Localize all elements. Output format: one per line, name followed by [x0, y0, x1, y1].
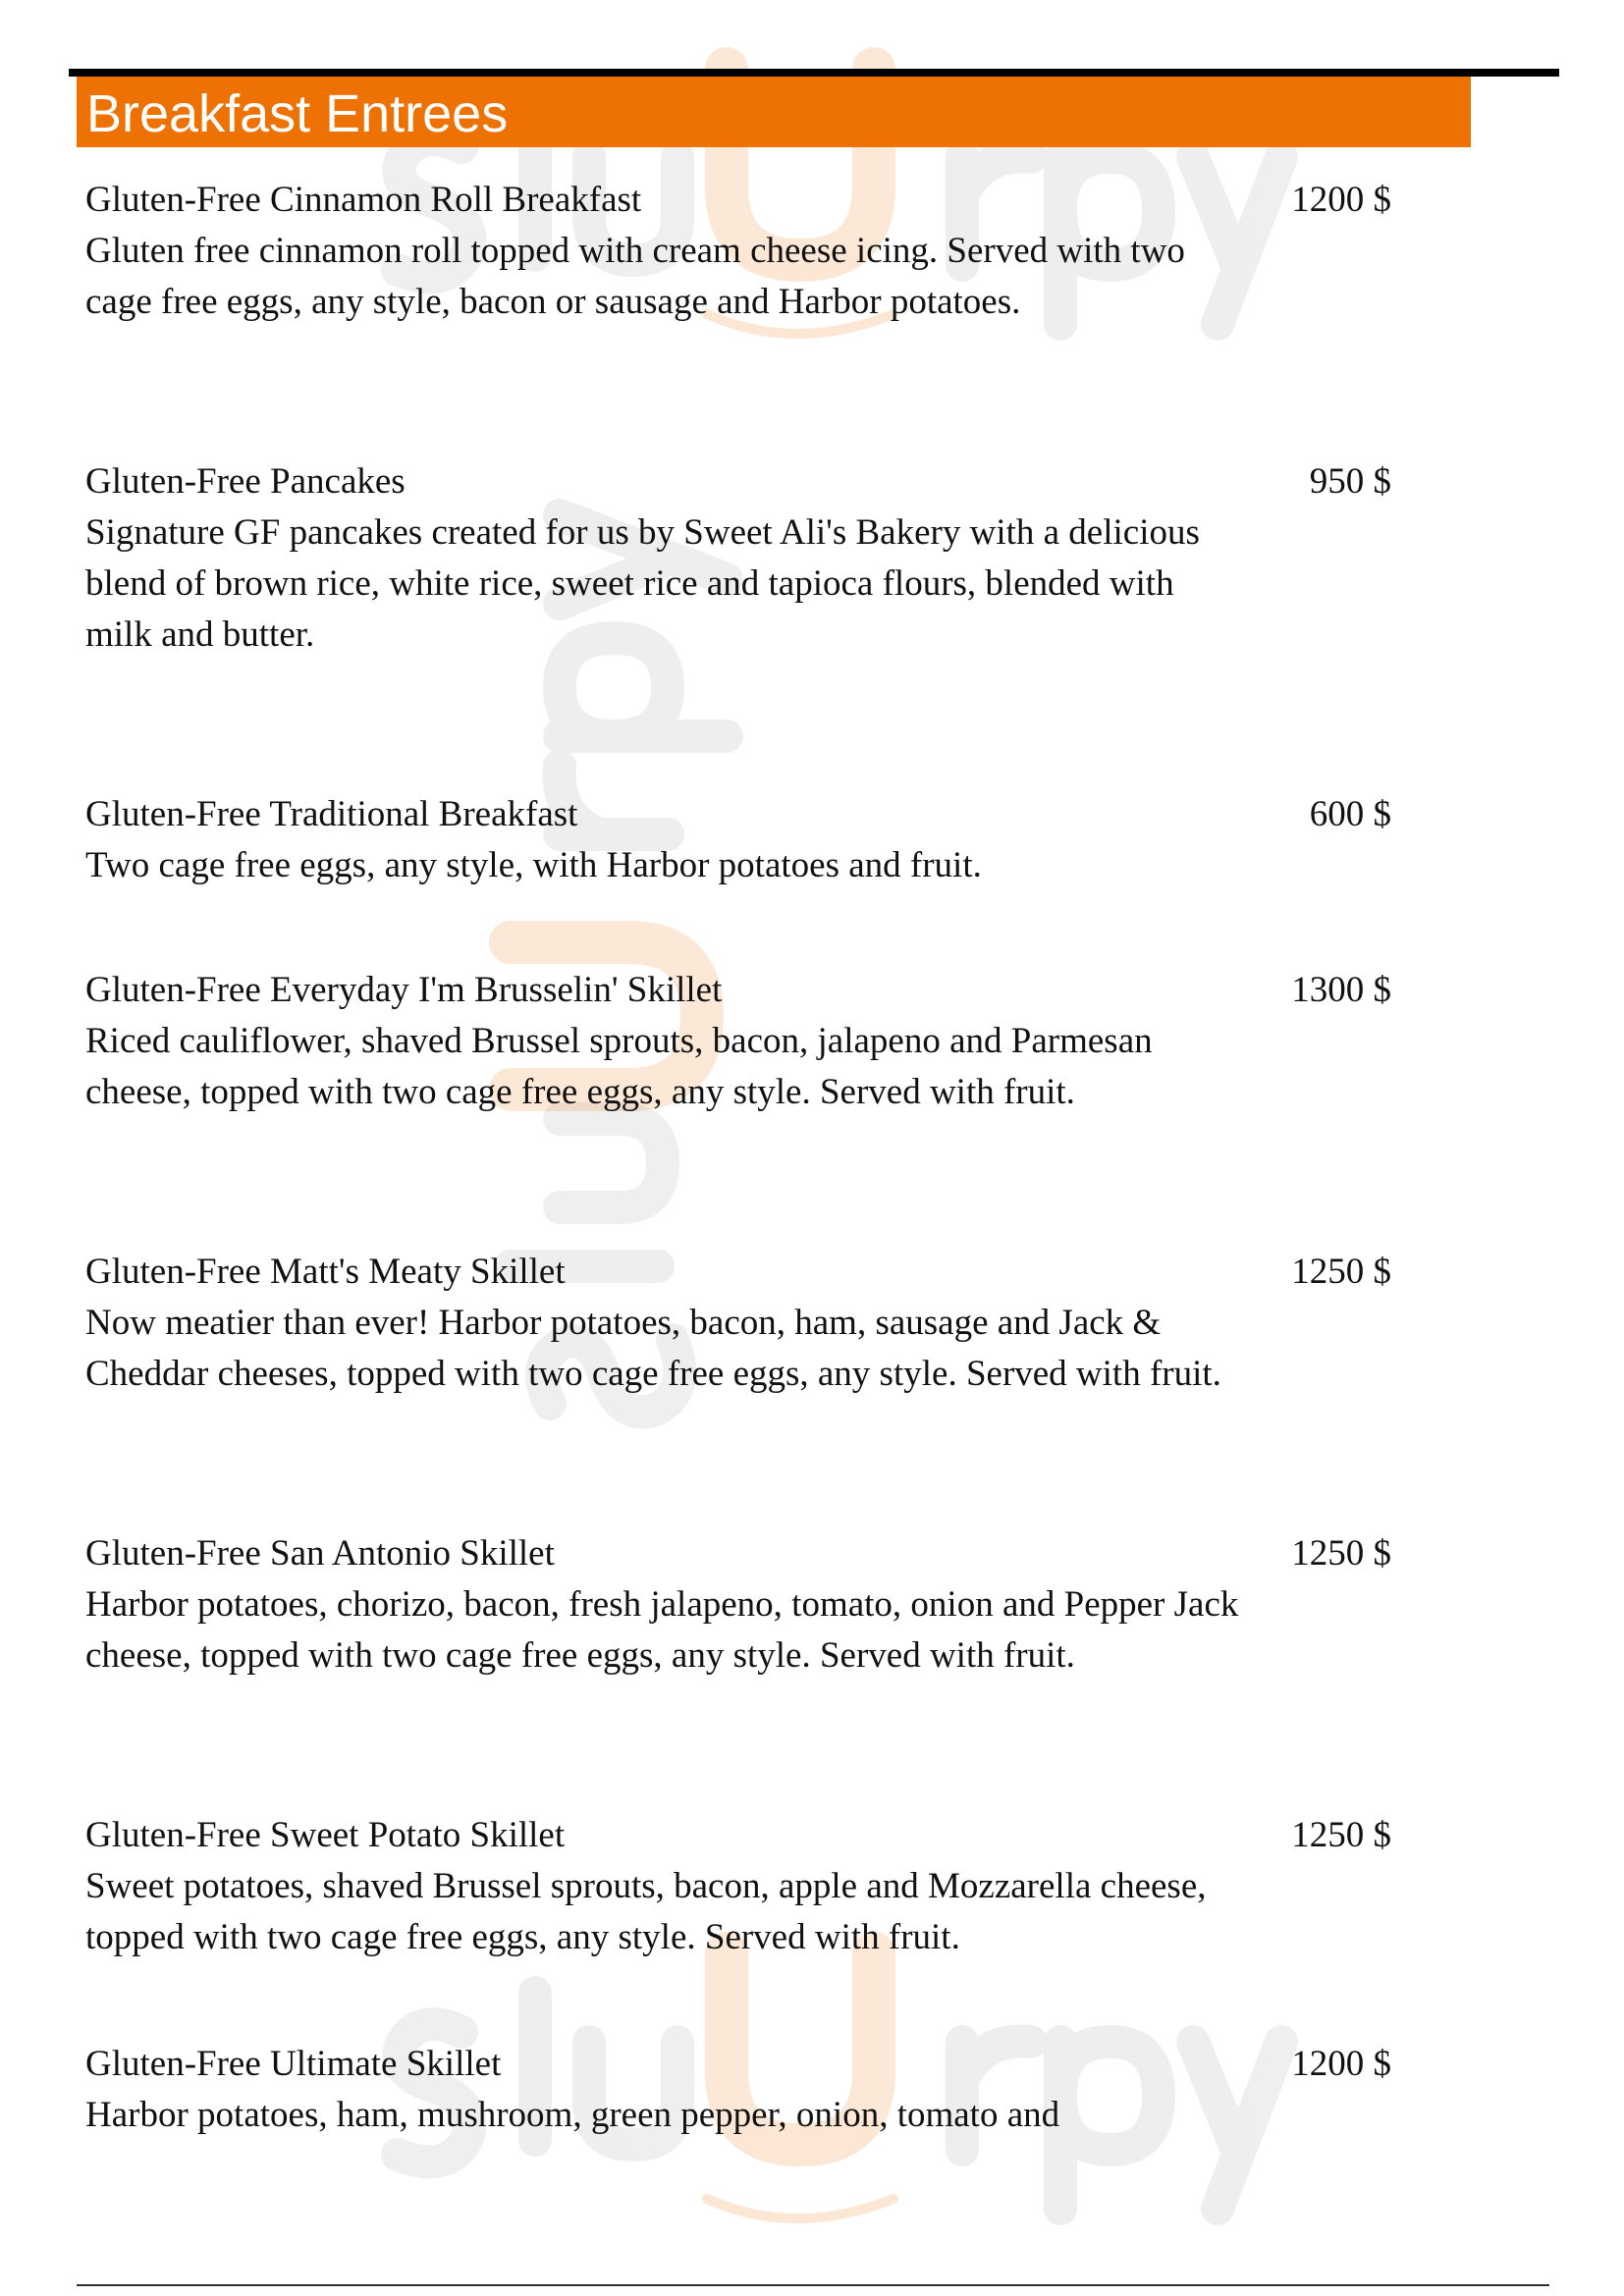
menu-item-description: Harbor potatoes, ham, mushroom, green pepper, onion, tomato and — [85, 2095, 1060, 2135]
menu-item-description: Signature GF pancakes created for us by Sweet Ali's Bakery with a delicious blend of brown rice, white rice, sweet rice and tapioca flours, blended with milk and butter. — [85, 512, 1200, 655]
item-spacer — [85, 891, 1391, 965]
menu-item-name: Gluten-Free Pancakes — [85, 461, 406, 502]
menu-item — [85, 456, 1391, 661]
menu-item-name: Gluten-Free Matt's Meaty Skillet — [85, 1252, 566, 1292]
item-spacer — [85, 328, 1391, 456]
item-spacer — [85, 1400, 1391, 1528]
menu-item-price: 1300 $ — [1291, 970, 1391, 1010]
menu-item — [85, 1810, 1391, 1963]
menu-item-description: Two cage free eggs, any style, with Harbor potatoes and fruit. — [85, 845, 982, 885]
menu-item — [85, 175, 1391, 328]
menu-item-name: Gluten-Free Ultimate Skillet — [85, 2044, 502, 2084]
item-spacer — [85, 661, 1391, 789]
menu-item-description: Sweet potatoes, shaved Brussel sprouts, bacon, apple and Mozzarella cheese, topped with two cage free eggs, any style. Served with fruit. — [85, 1866, 1207, 1957]
section-header — [77, 77, 1471, 147]
menu-item-name: Gluten-Free Cinnamon Roll Breakfast — [85, 180, 642, 220]
top-rule — [69, 69, 1559, 77]
menu-item-price: 1250 $ — [1291, 1252, 1391, 1292]
menu-item — [85, 789, 1391, 891]
menu-item — [85, 965, 1391, 1118]
menu-item-price: 1250 $ — [1291, 1533, 1391, 1574]
menu-item-description: Now meatier than ever! Harbor potatoes, bacon, ham, sausage and Jack & Cheddar cheeses, topped with two cage free eggs, any style. Served with fruit. — [85, 1303, 1221, 1394]
menu-item-description: Riced cauliflower, shaved Brussel sprouts, bacon, jalapeno and Parmesan cheese, topped with two cage free eggs, any style. Served with fruit. — [85, 1021, 1153, 1112]
section-title: Breakfast Entrees — [86, 84, 509, 143]
menu-item-price: 950 $ — [1309, 461, 1391, 502]
menu-item — [85, 2039, 1391, 2141]
menu-item-name: Gluten-Free San Antonio Skillet — [85, 1533, 555, 1574]
menu-item-price: 600 $ — [1309, 794, 1391, 834]
watermark-bottom-smile — [707, 2199, 893, 2218]
menu-item-list — [85, 175, 1391, 2141]
menu-item-description: Gluten free cinnamon roll topped with cream cheese icing. Served with two cage free eggs, any style, bacon or sausage and Harbor potatoes. — [85, 231, 1185, 322]
bottom-rule — [77, 2284, 1549, 2286]
item-spacer — [85, 1682, 1391, 1810]
menu-item-name: Gluten-Free Sweet Potato Skillet — [85, 1815, 566, 1855]
menu-item-price: 1250 $ — [1291, 1815, 1391, 1855]
item-spacer — [85, 1118, 1391, 1247]
item-spacer — [85, 1963, 1391, 2039]
menu-item-price: 1200 $ — [1291, 2044, 1391, 2084]
menu-item-price: 1200 $ — [1291, 180, 1391, 220]
menu-item-name: Gluten-Free Traditional Breakfast — [85, 794, 578, 834]
menu-item — [85, 1247, 1391, 1400]
menu-item — [85, 1528, 1391, 1682]
menu-item-description: Harbor potatoes, chorizo, bacon, fresh jalapeno, tomato, onion and Pepper Jack cheese, topped with two cage free eggs, any style. Served with fruit. — [85, 1584, 1239, 1676]
menu-item-name: Gluten-Free Everyday I'm Brusselin' Skillet — [85, 970, 723, 1010]
